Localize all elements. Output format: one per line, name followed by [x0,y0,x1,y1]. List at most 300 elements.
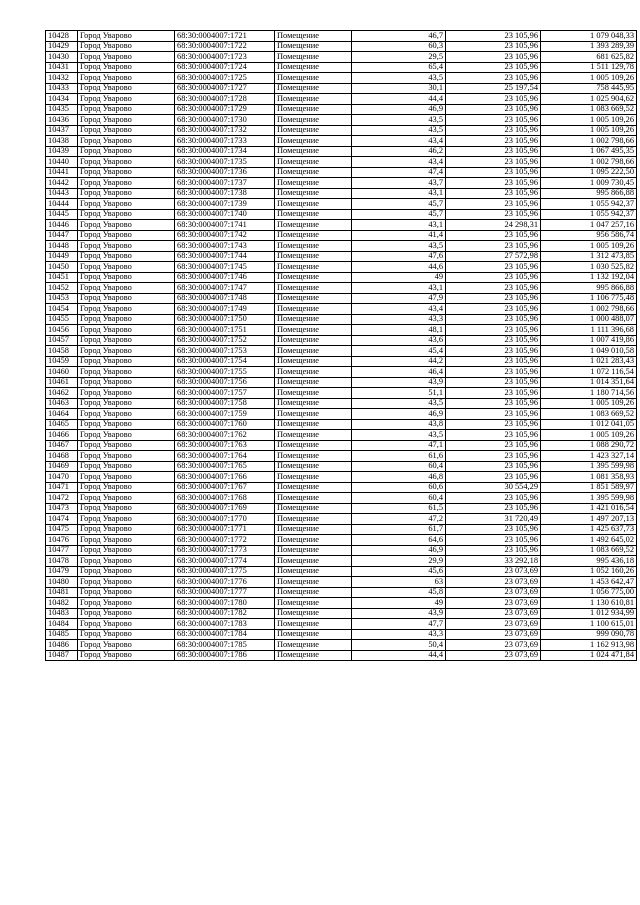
locality-cell: Город Уварово [78,577,175,588]
area-cell: 46,9 [352,409,446,420]
row-number-cell: 10468 [46,451,78,462]
cadastral-number-cell: 68:30:0004007:1733 [175,136,275,147]
unit-value-cell: 23 105,96 [446,388,541,399]
locality-cell: Город Уварово [78,556,175,567]
locality-cell: Город Уварово [78,314,175,325]
cadastral-number-cell: 68:30:0004007:1750 [175,314,275,325]
object-type-cell: Помещение [275,577,352,588]
unit-value-cell: 23 105,96 [446,157,541,168]
object-type-cell: Помещение [275,167,352,178]
table-row [46,325,637,336]
unit-value-cell: 23 073,69 [446,629,541,640]
unit-value-cell: 23 105,96 [446,461,541,472]
cadastral-value-cell: 1 024 471,84 [541,650,637,661]
cadastral-value-cell: 1 395 599,98 [541,493,637,504]
cadastral-number-cell: 68:30:0004007:1721 [175,31,275,42]
object-type-cell: Помещение [275,304,352,315]
cadastral-value-cell: 1 014 351,64 [541,377,637,388]
object-type-cell: Помещение [275,650,352,661]
locality-cell: Город Уварово [78,272,175,283]
cadastral-value-cell: 1 111 396,68 [541,325,637,336]
locality-cell: Город Уварово [78,335,175,346]
unit-value-cell: 23 073,69 [446,566,541,577]
area-cell: 43,5 [352,430,446,441]
locality-cell: Город Уварово [78,388,175,399]
unit-value-cell: 23 105,96 [446,304,541,315]
table-row [46,398,637,409]
table-row [46,73,637,84]
object-type-cell: Помещение [275,199,352,210]
cadastral-number-cell: 68:30:0004007:1728 [175,94,275,105]
locality-cell: Город Уварово [78,188,175,199]
row-number-cell: 10463 [46,398,78,409]
unit-value-cell: 30 554,29 [446,482,541,493]
cadastral-value-cell: 1 130 610,81 [541,598,637,609]
unit-value-cell: 23 105,96 [446,545,541,556]
table-row [46,545,637,556]
object-type-cell: Помещение [275,346,352,357]
locality-cell: Город Уварово [78,125,175,136]
locality-cell: Город Уварово [78,52,175,63]
area-cell: 60,4 [352,461,446,472]
cadastral-value-cell: 1 083 669,52 [541,545,637,556]
locality-cell: Город Уварово [78,115,175,126]
locality-cell: Город Уварово [78,346,175,357]
table-row [46,335,637,346]
row-number-cell: 10441 [46,167,78,178]
row-number-cell: 10446 [46,220,78,231]
cadastral-value-cell: 1 005 109,26 [541,398,637,409]
row-number-cell: 10466 [46,430,78,441]
area-cell: 43,5 [352,125,446,136]
table-row [46,62,637,73]
cadastral-number-cell: 68:30:0004007:1748 [175,293,275,304]
table-row [46,146,637,157]
area-cell: 61,5 [352,503,446,514]
object-type-cell: Помещение [275,157,352,168]
area-cell: 44,4 [352,94,446,105]
cadastral-number-cell: 68:30:0004007:1723 [175,52,275,63]
object-type-cell: Помещение [275,430,352,441]
table-row [46,115,637,126]
row-number-cell: 10481 [46,587,78,598]
object-type-cell: Помещение [275,241,352,252]
cadastral-number-cell: 68:30:0004007:1753 [175,346,275,357]
locality-cell: Город Уварово [78,283,175,294]
cadastral-value-cell: 1 055 942,37 [541,209,637,220]
locality-cell: Город Уварово [78,31,175,42]
table-row [46,482,637,493]
locality-cell: Город Уварово [78,430,175,441]
cadastral-number-cell: 68:30:0004007:1738 [175,188,275,199]
locality-cell: Город Уварово [78,178,175,189]
object-type-cell: Помещение [275,367,352,378]
table-row [46,556,637,567]
table-row [46,94,637,105]
locality-cell: Город Уварово [78,440,175,451]
locality-cell: Город Уварово [78,587,175,598]
row-number-cell: 10471 [46,482,78,493]
row-number-cell: 10465 [46,419,78,430]
area-cell: 43,1 [352,283,446,294]
area-cell: 43,4 [352,157,446,168]
row-number-cell: 10458 [46,346,78,357]
object-type-cell: Помещение [275,493,352,504]
row-number-cell: 10455 [46,314,78,325]
cadastral-number-cell: 68:30:0004007:1727 [175,83,275,94]
area-cell: 29,9 [352,556,446,567]
table-row [46,409,637,420]
object-type-cell: Помещение [275,524,352,535]
locality-cell: Город Уварово [78,367,175,378]
area-cell: 43,5 [352,398,446,409]
row-number-cell: 10443 [46,188,78,199]
row-number-cell: 10448 [46,241,78,252]
locality-cell: Город Уварово [78,409,175,420]
row-number-cell: 10442 [46,178,78,189]
unit-value-cell: 23 105,96 [446,31,541,42]
object-type-cell: Помещение [275,62,352,73]
cadastral-value-cell: 1 100 615,01 [541,619,637,630]
unit-value-cell: 23 105,96 [446,52,541,63]
area-cell: 45,4 [352,346,446,357]
cadastral-number-cell: 68:30:0004007:1760 [175,419,275,430]
table-row [46,419,637,430]
cadastral-value-cell: 1 052 160,26 [541,566,637,577]
unit-value-cell: 23 105,96 [446,346,541,357]
table-row [46,178,637,189]
area-cell: 43,3 [352,314,446,325]
area-cell: 46,9 [352,104,446,115]
unit-value-cell: 23 105,96 [446,535,541,546]
cadastral-number-cell: 68:30:0004007:1777 [175,587,275,598]
locality-cell: Город Уварово [78,566,175,577]
cadastral-value-cell: 995 866,88 [541,283,637,294]
unit-value-cell: 23 073,69 [446,650,541,661]
area-cell: 43,9 [352,608,446,619]
table-row [46,104,637,115]
row-number-cell: 10472 [46,493,78,504]
cadastral-number-cell: 68:30:0004007:1732 [175,125,275,136]
object-type-cell: Помещение [275,146,352,157]
locality-cell: Город Уварово [78,146,175,157]
area-cell: 47,9 [352,293,446,304]
object-type-cell: Помещение [275,188,352,199]
row-number-cell: 10482 [46,598,78,609]
object-type-cell: Помещение [275,566,352,577]
area-cell: 30,1 [352,83,446,94]
cadastral-value-cell: 1 005 109,26 [541,430,637,441]
locality-cell: Город Уварово [78,293,175,304]
unit-value-cell: 23 105,96 [446,293,541,304]
unit-value-cell: 23 105,96 [446,209,541,220]
locality-cell: Город Уварово [78,220,175,231]
area-cell: 46,9 [352,545,446,556]
row-number-cell: 10473 [46,503,78,514]
table-row [46,83,637,94]
unit-value-cell: 23 105,96 [446,94,541,105]
cadastral-number-cell: 68:30:0004007:1737 [175,178,275,189]
row-number-cell: 10433 [46,83,78,94]
locality-cell: Город Уварово [78,304,175,315]
table-row [46,640,637,651]
cadastral-value-cell: 1 005 109,26 [541,115,637,126]
object-type-cell: Помещение [275,556,352,567]
row-number-cell: 10460 [46,367,78,378]
unit-value-cell: 23 073,69 [446,640,541,651]
table-row [46,472,637,483]
table-row [46,241,637,252]
area-cell: 49 [352,598,446,609]
locality-cell: Город Уварово [78,503,175,514]
area-cell: 48,1 [352,325,446,336]
row-number-cell: 10476 [46,535,78,546]
area-cell: 29,5 [352,52,446,63]
table-row [46,293,637,304]
locality-cell: Город Уварово [78,619,175,630]
unit-value-cell: 23 073,69 [446,587,541,598]
locality-cell: Город Уварово [78,608,175,619]
table-row [46,52,637,63]
object-type-cell: Помещение [275,640,352,651]
cadastral-number-cell: 68:30:0004007:1755 [175,367,275,378]
unit-value-cell: 23 105,96 [446,199,541,210]
locality-cell: Город Уварово [78,104,175,115]
cadastral-number-cell: 68:30:0004007:1771 [175,524,275,535]
row-number-cell: 10487 [46,650,78,661]
table-row [46,367,637,378]
cadastral-number-cell: 68:30:0004007:1769 [175,503,275,514]
cadastral-value-cell: 1 072 116,54 [541,367,637,378]
table-row [46,157,637,168]
area-cell: 43,6 [352,335,446,346]
row-number-cell: 10454 [46,304,78,315]
table-row [46,629,637,640]
object-type-cell: Помещение [275,73,352,84]
row-number-cell: 10450 [46,262,78,273]
table-row [46,220,637,231]
locality-cell: Город Уварово [78,482,175,493]
object-type-cell: Помещение [275,136,352,147]
table-row [46,503,637,514]
unit-value-cell: 24 298,31 [446,220,541,231]
area-cell: 61,7 [352,524,446,535]
cadastral-number-cell: 68:30:0004007:1757 [175,388,275,399]
area-cell: 61,6 [352,451,446,462]
locality-cell: Город Уварово [78,356,175,367]
locality-cell: Город Уварово [78,461,175,472]
cadastral-number-cell: 68:30:0004007:1725 [175,73,275,84]
locality-cell: Город Уварово [78,377,175,388]
area-cell: 43,1 [352,188,446,199]
row-number-cell: 10457 [46,335,78,346]
cadastral-value-cell: 1 002 798,66 [541,157,637,168]
row-number-cell: 10430 [46,52,78,63]
area-cell: 43,4 [352,136,446,147]
cadastral-number-cell: 68:30:0004007:1786 [175,650,275,661]
locality-cell: Город Уварово [78,83,175,94]
table-row [46,314,637,325]
area-cell: 60,3 [352,41,446,52]
unit-value-cell: 27 572,98 [446,251,541,262]
table-row [46,566,637,577]
table-row [46,619,637,630]
unit-value-cell: 33 292,18 [446,556,541,567]
cadastral-value-cell: 995 866,88 [541,188,637,199]
locality-cell: Город Уварово [78,325,175,336]
object-type-cell: Помещение [275,598,352,609]
cadastral-value-cell: 1 492 645,02 [541,535,637,546]
cadastral-number-cell: 68:30:0004007:1772 [175,535,275,546]
unit-value-cell: 23 105,96 [446,419,541,430]
cadastral-value-cell: 999 090,78 [541,629,637,640]
locality-cell: Город Уварово [78,94,175,105]
cadastral-value-cell: 1 421 016,54 [541,503,637,514]
row-number-cell: 10486 [46,640,78,651]
cadastral-value-cell: 1 000 488,07 [541,314,637,325]
object-type-cell: Помещение [275,608,352,619]
locality-cell: Город Уварово [78,157,175,168]
area-cell: 44,2 [352,356,446,367]
object-type-cell: Помещение [275,482,352,493]
cadastral-number-cell: 68:30:0004007:1763 [175,440,275,451]
cadastral-number-cell: 68:30:0004007:1749 [175,304,275,315]
cadastral-value-cell: 1 088 290,72 [541,440,637,451]
cadastral-value-cell: 1 095 222,50 [541,167,637,178]
area-cell: 60,4 [352,493,446,504]
unit-value-cell: 23 105,96 [446,104,541,115]
unit-value-cell: 23 105,96 [446,272,541,283]
object-type-cell: Помещение [275,472,352,483]
cadastral-value-cell: 1 453 642,47 [541,577,637,588]
area-cell: 43,9 [352,377,446,388]
row-number-cell: 10484 [46,619,78,630]
cadastral-number-cell: 68:30:0004007:1758 [175,398,275,409]
row-number-cell: 10452 [46,283,78,294]
cadastral-value-cell: 1 423 327,14 [541,451,637,462]
table-row [46,125,637,136]
cadastral-number-cell: 68:30:0004007:1759 [175,409,275,420]
area-cell: 43,5 [352,115,446,126]
cadastral-value-cell: 1 025 904,62 [541,94,637,105]
cadastral-value-cell: 995 436,18 [541,556,637,567]
cadastral-number-cell: 68:30:0004007:1783 [175,619,275,630]
cadastral-value-cell: 1 851 589,97 [541,482,637,493]
property-table-body [46,31,637,661]
table-row [46,167,637,178]
unit-value-cell: 23 105,96 [446,115,541,126]
cadastral-value-cell: 1 083 669,52 [541,104,637,115]
table-row [46,493,637,504]
unit-value-cell: 23 105,96 [446,325,541,336]
row-number-cell: 10451 [46,272,78,283]
area-cell: 44,6 [352,262,446,273]
cadastral-number-cell: 68:30:0004007:1782 [175,608,275,619]
cadastral-value-cell: 1 393 289,39 [541,41,637,52]
cadastral-value-cell: 1 081 358,93 [541,472,637,483]
cadastral-number-cell: 68:30:0004007:1785 [175,640,275,651]
cadastral-number-cell: 68:30:0004007:1751 [175,325,275,336]
cadastral-number-cell: 68:30:0004007:1762 [175,430,275,441]
object-type-cell: Помещение [275,514,352,525]
area-cell: 63 [352,577,446,588]
locality-cell: Город Уварово [78,241,175,252]
table-row [46,188,637,199]
row-number-cell: 10475 [46,524,78,535]
object-type-cell: Помещение [275,377,352,388]
cadastral-value-cell: 1 511 129,78 [541,62,637,73]
unit-value-cell: 23 105,96 [446,377,541,388]
object-type-cell: Помещение [275,283,352,294]
unit-value-cell: 23 073,69 [446,619,541,630]
locality-cell: Город Уварово [78,167,175,178]
area-cell: 65,4 [352,62,446,73]
cadastral-number-cell: 68:30:0004007:1724 [175,62,275,73]
cadastral-number-cell: 68:30:0004007:1775 [175,566,275,577]
row-number-cell: 10444 [46,199,78,210]
unit-value-cell: 23 105,96 [446,335,541,346]
cadastral-number-cell: 68:30:0004007:1734 [175,146,275,157]
area-cell: 47,4 [352,167,446,178]
cadastral-value-cell: 1 425 637,73 [541,524,637,535]
cadastral-value-cell: 1 005 109,26 [541,73,637,84]
object-type-cell: Помещение [275,388,352,399]
unit-value-cell: 23 073,69 [446,577,541,588]
locality-cell: Город Уварово [78,41,175,52]
cadastral-value-cell: 1 180 714,56 [541,388,637,399]
unit-value-cell: 31 720,49 [446,514,541,525]
cadastral-value-cell: 1 030 525,82 [541,262,637,273]
area-cell: 43,4 [352,304,446,315]
cadastral-value-cell: 1 005 109,26 [541,125,637,136]
cadastral-number-cell: 68:30:0004007:1774 [175,556,275,567]
area-cell: 45,7 [352,209,446,220]
cadastral-number-cell: 68:30:0004007:1747 [175,283,275,294]
table-row [46,440,637,451]
row-number-cell: 10485 [46,629,78,640]
area-cell: 41,4 [352,230,446,241]
unit-value-cell: 23 073,69 [446,598,541,609]
locality-cell: Город Уварово [78,73,175,84]
object-type-cell: Помещение [275,41,352,52]
row-number-cell: 10428 [46,31,78,42]
cadastral-number-cell: 68:30:0004007:1780 [175,598,275,609]
cadastral-number-cell: 68:30:0004007:1766 [175,472,275,483]
locality-cell: Город Уварово [78,472,175,483]
property-table [45,30,637,661]
cadastral-value-cell: 956 586,74 [541,230,637,241]
cadastral-number-cell: 68:30:0004007:1756 [175,377,275,388]
unit-value-cell: 23 105,96 [446,188,541,199]
area-cell: 49 [352,272,446,283]
object-type-cell: Помещение [275,545,352,556]
object-type-cell: Помещение [275,314,352,325]
object-type-cell: Помещение [275,230,352,241]
area-cell: 47,7 [352,619,446,630]
unit-value-cell: 23 105,96 [446,262,541,273]
cadastral-value-cell: 1 079 048,33 [541,31,637,42]
cadastral-number-cell: 68:30:0004007:1736 [175,167,275,178]
row-number-cell: 10434 [46,94,78,105]
unit-value-cell: 23 105,96 [446,167,541,178]
locality-cell: Город Уварово [78,451,175,462]
object-type-cell: Помещение [275,461,352,472]
cadastral-value-cell: 1 106 775,48 [541,293,637,304]
table-row [46,346,637,357]
table-row [46,608,637,619]
cadastral-value-cell: 1 007 419,86 [541,335,637,346]
cadastral-value-cell: 1 021 283,43 [541,356,637,367]
